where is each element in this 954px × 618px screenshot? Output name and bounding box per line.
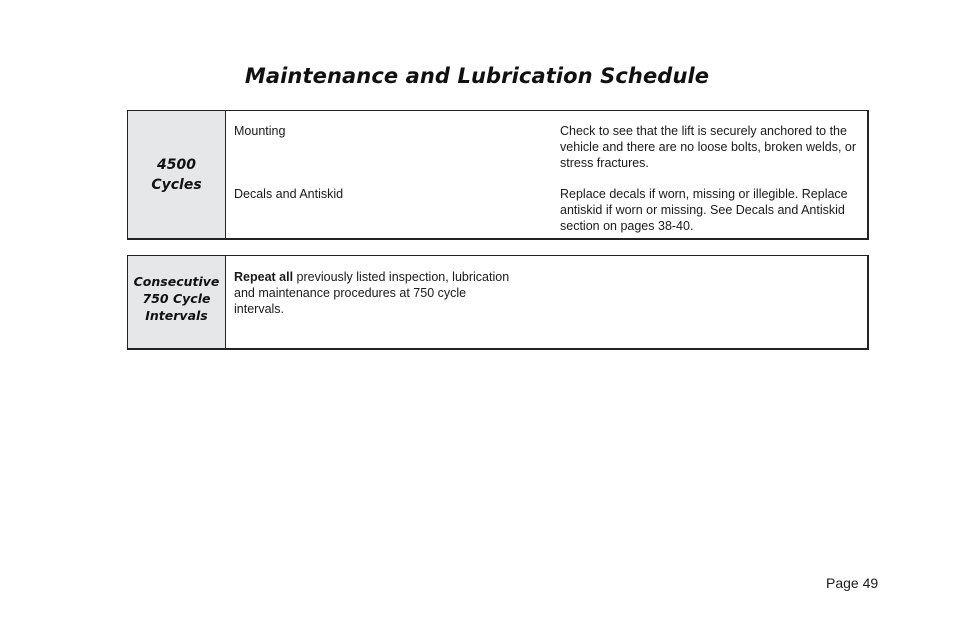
interval-label-line3: Intervals — [145, 308, 208, 323]
item-description: Check to see that the lift is securely anchored to the vehicle and there are no loose bolts, broken welds, or stress fractures. — [560, 124, 857, 170]
repeat-instruction — [234, 269, 519, 317]
interval-label — [128, 111, 226, 238]
schedule-content — [226, 256, 867, 348]
schedule-content — [226, 111, 867, 238]
repeat-emphasis: Repeat all — [234, 270, 294, 284]
interval-label-line1: Consecutive — [133, 274, 220, 289]
repeat-text: previously listed inspection, lubrication and maintenance procedures at 750 cycle intervals. — [234, 270, 510, 316]
item-description: Replace decals if worn, missing or illegible. Replace antiskid if worn or missing. See Decals and Antiskid section on pages 38-40. — [560, 187, 848, 233]
item-name: Mounting — [234, 124, 286, 138]
interval-label-line2: 750 Cycle — [142, 291, 211, 306]
page-number: Page 49 — [826, 575, 879, 591]
schedule-block-4500-cycles — [127, 110, 869, 240]
interval-label-line1: 4500 — [157, 156, 196, 173]
interval-label — [128, 256, 226, 348]
schedule-block-750-cycle-intervals — [127, 255, 869, 350]
interval-label-line2: Cycles — [151, 176, 202, 193]
item-name: Decals and Antiskid — [234, 187, 344, 201]
page-title: Maintenance and Lubrication Schedule — [244, 64, 710, 88]
